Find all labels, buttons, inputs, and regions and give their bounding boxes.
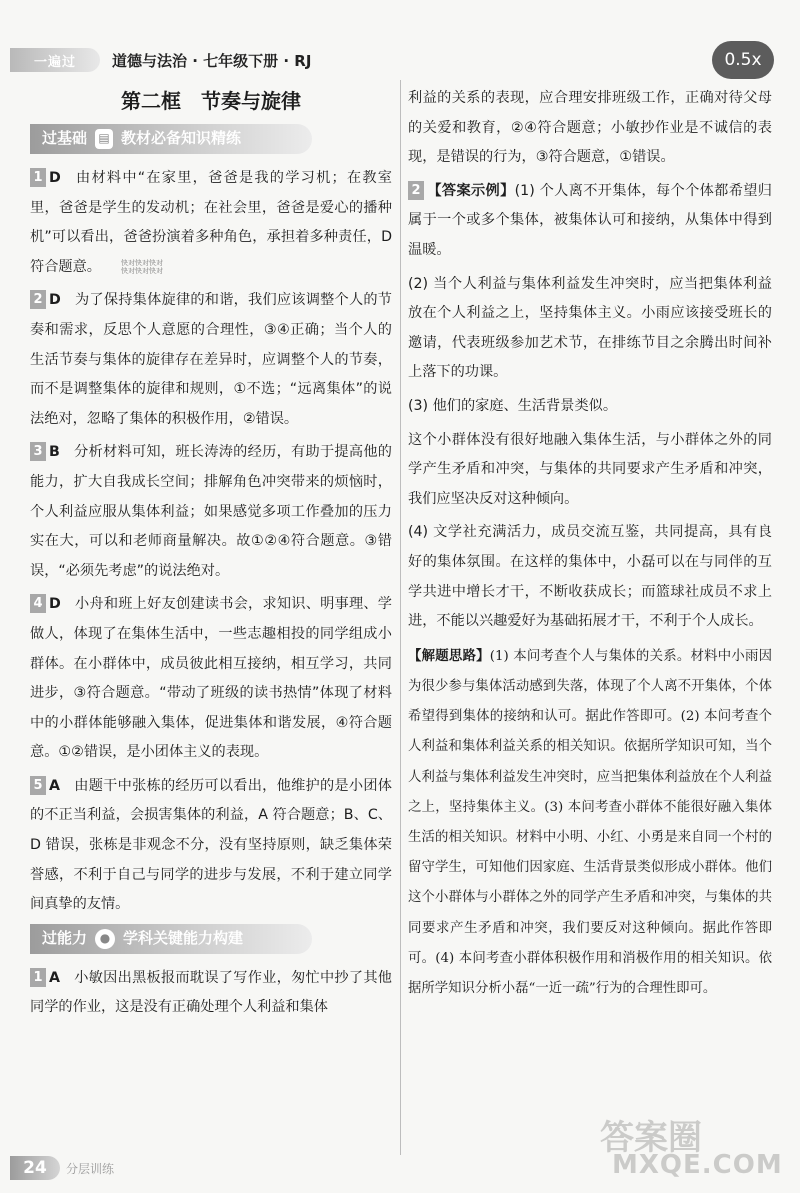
- solution-thinking-text: (1) 本问考查个人与集体的关系。材料中小雨因为很少参与集体活动感到失落，体现了个人离不开集体，个体希望得到集体的接纳和认可。据此作答即可。(2) 本问考查个人利益和集体利益关系的相关知识。依据所学知识可知，当个人利益与集体利益发生冲突时，应当把集体利益放在个人利益之上，坚持集体主义。(3) 本问考查小群体不能很好融入集体生活的相关知识。材料中小明、小红、小勇是来自同一个村的留守学生，可知他们因家庭、生活背景类似形成小群体。他们这个小群体与小群体之外的同学产生矛盾和冲突，与集体的共同要求产生矛盾和冲突，我们要反对这种倾向。据此作答即可。(4) 本问考查小群体积极作用和消极作用的相关知识。依据所学知识分析小磊“一近一疏”行为的合理性即可。: [408, 648, 773, 996]
- item-text: 小敏因出黑板报而耽误了写作业，匆忙中抄了其他同学的作业，这是没有正确处理个人利益和集体: [30, 969, 392, 1016]
- item-answer: A: [49, 777, 60, 794]
- column-divider: [400, 80, 401, 1155]
- brand-logo: 一遍过: [10, 48, 100, 72]
- page-number: 24: [10, 1156, 60, 1180]
- answer-part-1: (1) 个人离不开集体，每个个体都希望归属于一个或多个集体，被集体认可和接纳，从集体中得到温暖。: [408, 182, 772, 258]
- basics-band-subtitle: 教材必备知识精练: [121, 129, 242, 148]
- item-number: 1: [30, 968, 46, 987]
- answer-item-1: [30, 164, 392, 282]
- answer-item-5: [30, 772, 392, 920]
- item-text: 小舟和班上好友创建读书会，求知识、明事理、学做人，体现了在集体生活中，一些志趣相投的同学组成小群体。在小群体中，成员彼此相互接纳，相互学习，共同进步，③符合题意。“带动了班级的读书热情”体现了材料中的小群体能够融入集体，促进集体和谐发展，④符合题意。①②错误，是小团体主义的表现。: [30, 596, 392, 761]
- section-title: 第二框 节奏与旋律: [121, 89, 301, 113]
- solution-thinking-label: 【解题思路】: [408, 647, 490, 664]
- top-bar: [0, 0, 800, 75]
- item-number: 4: [30, 594, 46, 613]
- item-text: 由材料中“在家里，爸爸是我的学习机；在教室里，爸爸是学生的发动机；在社会里，爸爸是爱心的播种机”可以看出，爸爸扮演着多种角色，承担着多种责任，D 符合题意。: [30, 170, 392, 275]
- answer-part-4: (4) 文学社充满活力，成员交流互鉴，共同提高，具有良好的集体氛围。在这样的集体中，小磊可以在与同伴的互学共进中增长才干，不断收获成长；而篮球社成员不求上进，不能以兴趣爱好为基础拓展才干，不利于个人成长。: [408, 524, 772, 630]
- item-text: 为了保持集体旋律的和谐，我们应该调整个人的节奏和需求，反思个人意愿的合理性，③④正确；当个人的生活节奏与集体的旋律存在差异时，应调整个人的节奏，而不是调整集体的旋律和规则，①不选；“远离集体”的说法绝对，忽略了集体的积极作用，②错误。: [30, 292, 392, 427]
- ability-band-label: 过能力: [42, 929, 88, 948]
- watermark-text: 答案圈: [600, 1118, 702, 1158]
- answer-item-2: [30, 286, 392, 434]
- zoom-level-button[interactable]: 0.5x: [712, 41, 774, 79]
- item-number: 5: [30, 776, 46, 795]
- ability-item-1: [30, 964, 392, 1023]
- item-text: 分析材料可知，班长涛涛的经历，有助于提高他的能力，扩大自我成长空间；排解角色冲突带来的烦恼时，个人利益应服从集体利益；如果感觉多项工作叠加的压力实在大，可以和老师商量解决。故①②④符合题意。③错误，“必须先考虑”的说法绝对。: [30, 444, 392, 579]
- item-answer: D: [49, 292, 61, 309]
- book-title: 道德与法治 · 七年级下册 · RJ: [112, 52, 312, 70]
- medal-icon: ●: [95, 929, 115, 949]
- solution-thinking: [408, 641, 772, 1004]
- item-text: 由题干中张栋的经历可以看出，他维护的是小团体的不正当利益，会损害集体的利益，A 符合题意；B、C、D 错误，张栋是非观念不分，没有坚持原则，缺乏集体荣誉感，不利于自己与同学的进步与发展，不利于建立同学间真挚的友情。: [30, 777, 392, 913]
- continued-text: 利益的关系的表现，应合理安排班级工作，正确对待父母的关爱和教育，②④符合题意；小敏抄作业是不诚信的表现，是错误的行为，③符合题意，①错误。: [408, 90, 772, 166]
- answer-example-label: 【答案示例】: [427, 182, 515, 199]
- answer-part-3-detail: 这个小群体没有很好地融入集体生活，与小群体之外的同学产生矛盾和冲突，与集体的共同要求产生矛盾和冲突，我们应坚决反对这种倾向。: [408, 431, 772, 507]
- item-number: 2: [30, 290, 46, 309]
- item-answer: D: [49, 170, 61, 186]
- item-answer: B: [49, 444, 60, 461]
- answer-part-2: (2) 当个人利益与集体利益发生冲突时，应当把集体利益放在个人利益之上，坚持集体主义。小雨应该接受班长的邀请，代表班级参加艺术节，在排练节目之余腾出时间补上落下的功课。: [408, 275, 772, 381]
- watermark-url: MXQE.COM: [612, 1150, 783, 1180]
- answer-part-3: (3) 他们的家庭、生活背景类似。: [408, 397, 618, 414]
- answer-item-3: [30, 438, 392, 586]
- basics-section-band: [30, 124, 312, 154]
- item-number: 1: [30, 168, 46, 187]
- item-number: 3: [30, 442, 46, 461]
- ability-band-subtitle: 学科关键能力构建: [123, 929, 244, 948]
- tiny-note: 快对快对快对 快对快对快对: [120, 258, 163, 275]
- item-number: 2: [408, 181, 424, 200]
- page-label: 分层训练: [66, 1162, 115, 1176]
- basics-band-label: 过基础: [42, 129, 88, 148]
- right-column: [408, 84, 772, 1008]
- ability-section-band: [30, 924, 312, 954]
- answer-item-4: [30, 590, 392, 768]
- item-answer: A: [49, 969, 60, 986]
- answer-example-2: [408, 177, 772, 266]
- notebook-icon: ▤: [95, 129, 113, 149]
- left-column: [30, 84, 392, 1027]
- item-answer: D: [49, 596, 61, 613]
